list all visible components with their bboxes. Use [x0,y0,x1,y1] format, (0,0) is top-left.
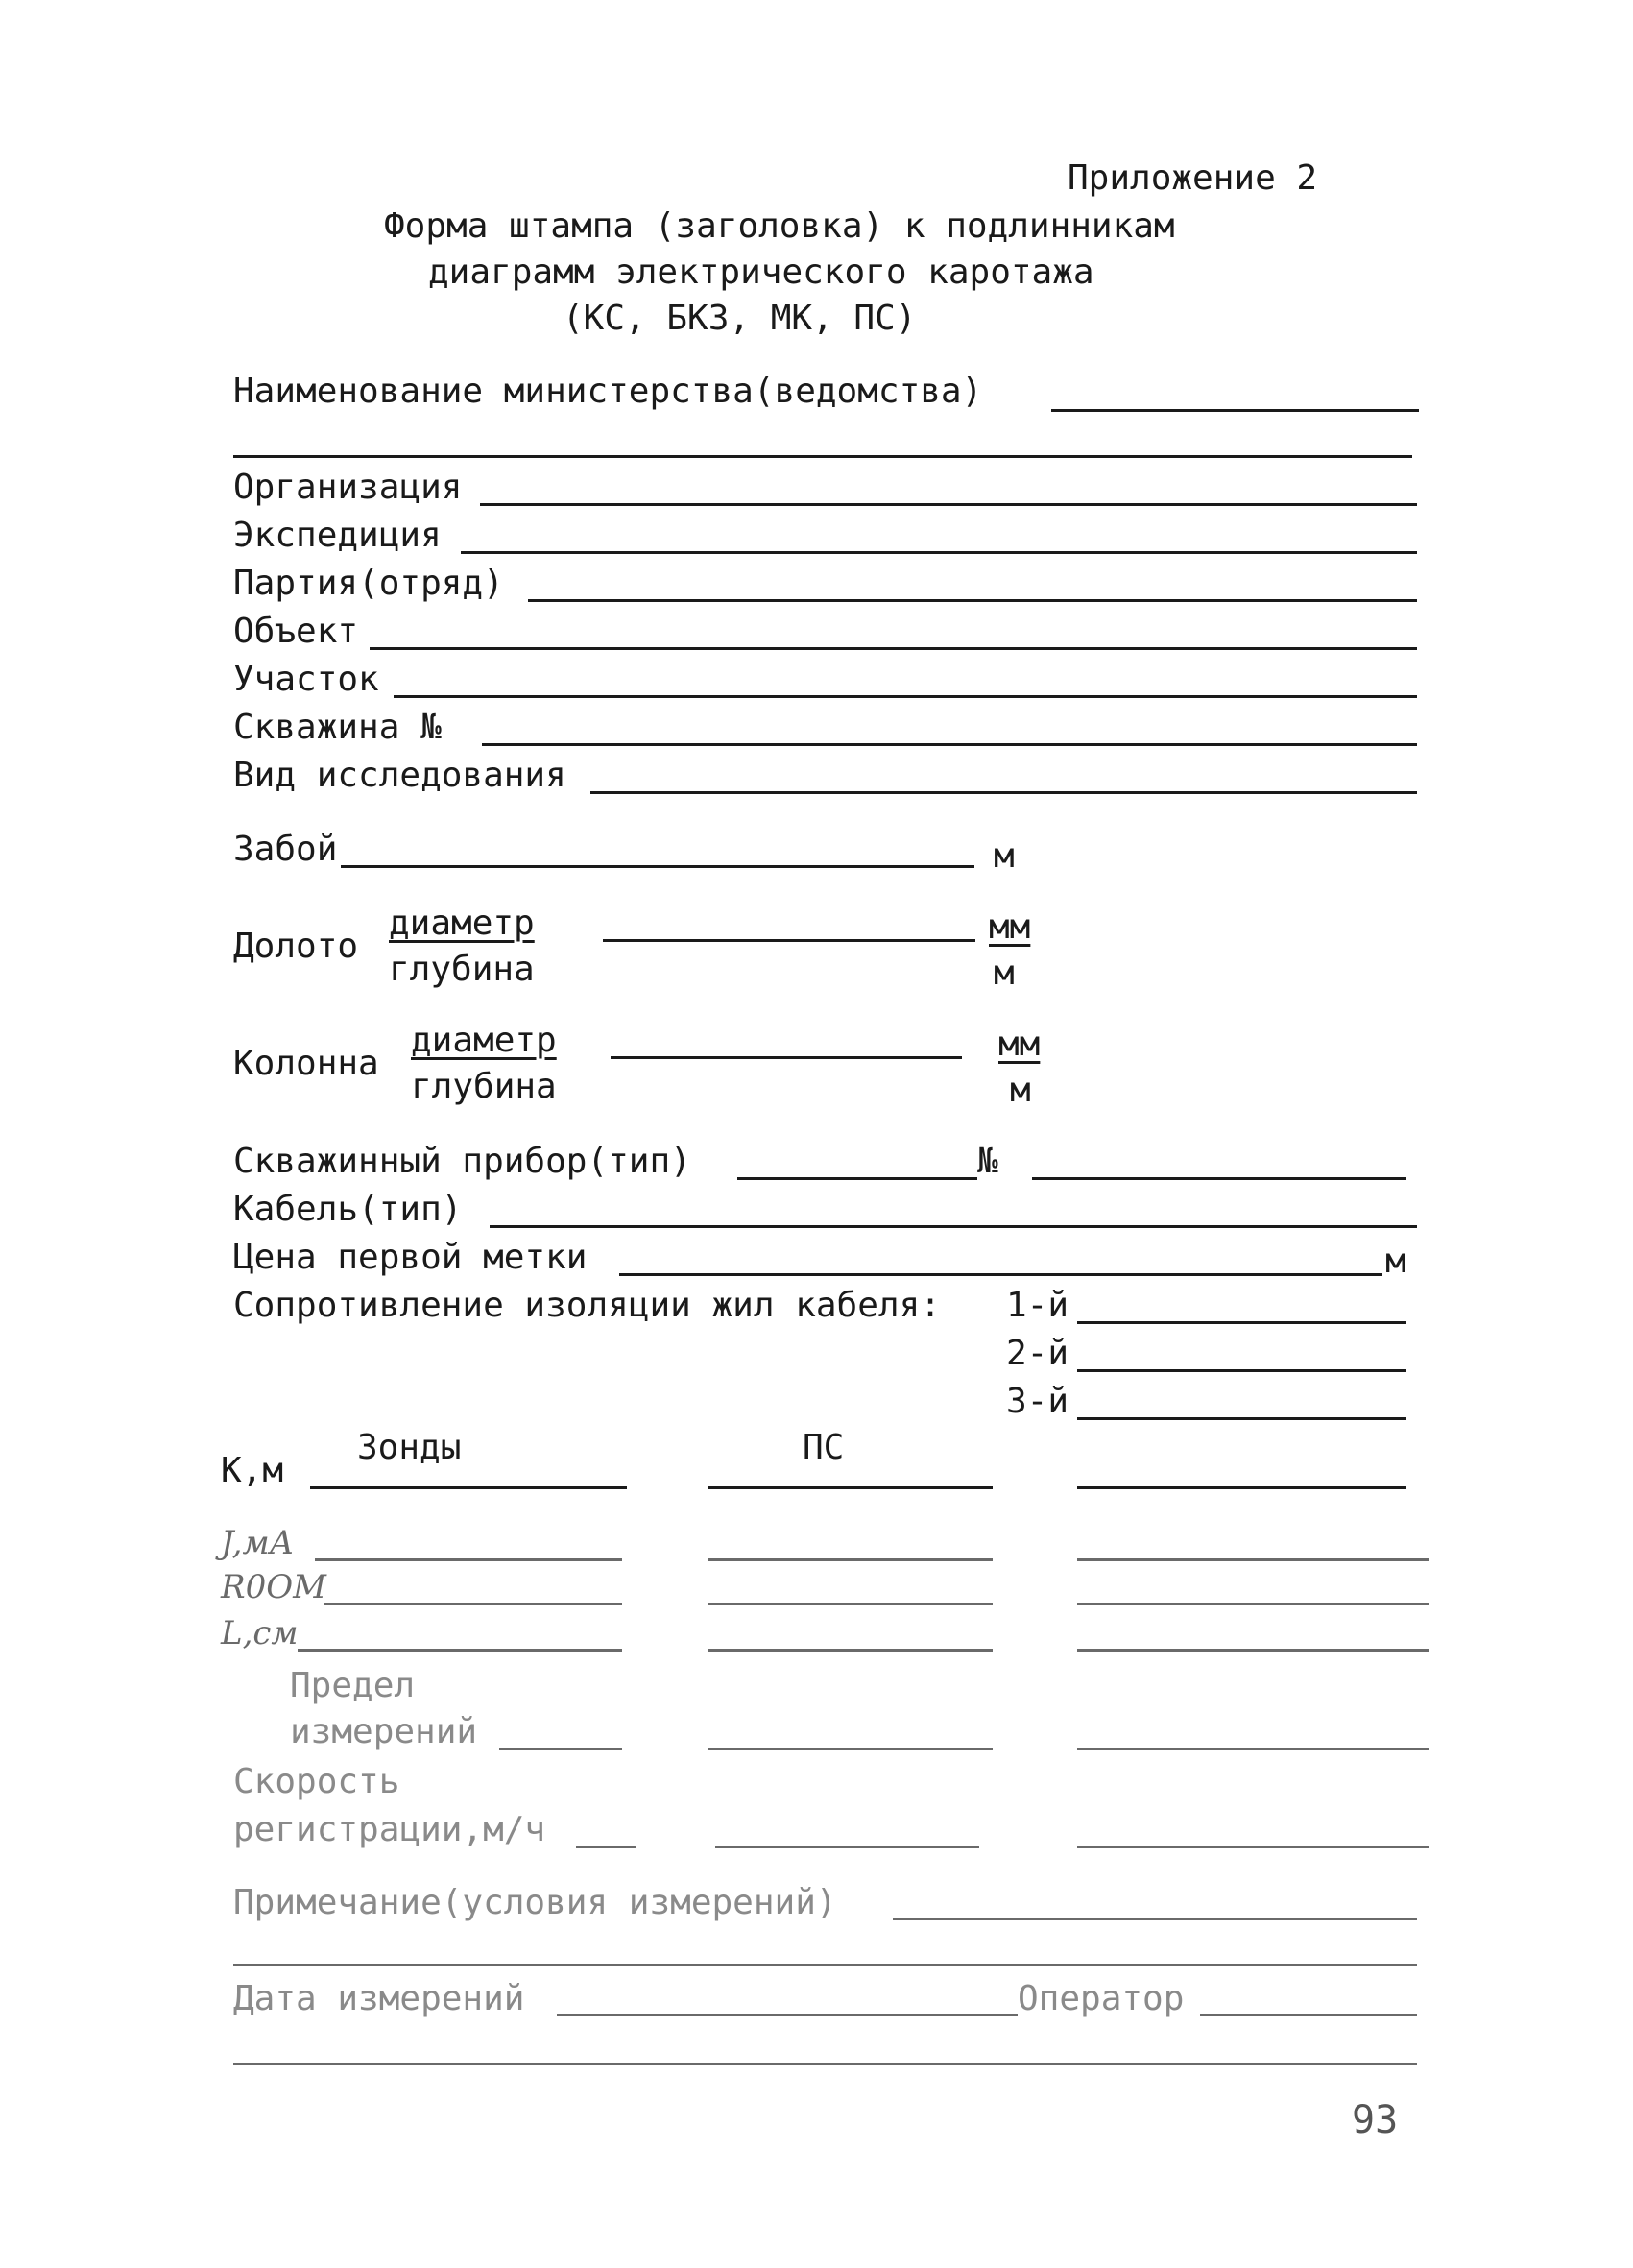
k-extra-line[interactable] [1077,1486,1406,1489]
ministry-line-2[interactable] [233,455,1412,458]
k-probes-line[interactable] [310,1486,627,1489]
casing-m-unit: м [1010,1071,1031,1110]
core2-line[interactable] [1077,1369,1406,1372]
tool-number-label: № [977,1142,998,1181]
appendix-label: Приложение 2 [1068,158,1318,198]
bottom-line[interactable] [341,865,974,868]
limit-probes-line[interactable] [499,1748,622,1750]
object-label: Объект [233,612,359,651]
casing-mm-unit: мм [998,1025,1041,1064]
limit-extra-line[interactable] [1077,1748,1429,1750]
note-label: Примечание(условия измерений) [233,1883,837,1922]
tool-label: Скважинный прибор(тип) [233,1142,691,1181]
current-row-label: J,мА [221,1524,295,1562]
site-line[interactable] [394,695,1417,698]
well-label: Скважина № [233,708,442,747]
date-line[interactable] [557,2014,1018,2016]
casing-value-line[interactable] [611,1056,962,1059]
title-line-3: (КС, БКЗ, МК, ПС) [563,299,917,338]
object-line[interactable] [370,647,1417,650]
current-extra-line[interactable] [1077,1558,1429,1561]
current-probes-line[interactable] [315,1558,622,1561]
note-line-2[interactable] [233,1964,1417,1966]
ministry-line[interactable] [1051,409,1419,412]
speed-extra-line[interactable] [1077,1846,1429,1848]
ministry-label: Наименование министерства(ведомства) [233,372,983,411]
r0-ps-line[interactable] [708,1603,993,1605]
title-line-1: Форма штампа (заголовка) к подлинникам [384,206,1175,246]
core3-label: 3-й [1006,1382,1069,1421]
speed-label-2: регистрации,м/ч [233,1810,546,1849]
expedition-line[interactable] [461,551,1417,554]
limit-label-2: измерений [290,1712,478,1751]
bit-mm-unit: мм [989,907,1031,947]
tool-number-line[interactable] [1032,1177,1406,1180]
bit-diameter-label: диаметр [389,904,535,943]
bit-m-unit: м [994,953,1015,993]
insulation-label: Сопротивление изоляции жил кабеля: [233,1286,941,1325]
limit-ps-line[interactable] [708,1748,993,1750]
bottom-label: Забой [233,830,338,869]
organization-line[interactable] [480,503,1417,506]
page-number: 93 [1352,2098,1399,2142]
current-ps-line[interactable] [708,1558,993,1561]
k-ps-line[interactable] [708,1486,993,1489]
study-type-line[interactable] [590,791,1417,794]
l-ps-line[interactable] [708,1649,993,1652]
speed-ps-line[interactable] [715,1846,979,1848]
operator-line[interactable] [1200,2014,1417,2016]
l-probes-line[interactable] [298,1649,622,1652]
core3-line[interactable] [1077,1417,1406,1420]
r0-probes-line[interactable] [324,1603,622,1605]
casing-depth-label: глубина [411,1067,557,1106]
r0-row-label: R0ОМ [221,1568,326,1606]
k-row-label: К,м [221,1451,284,1490]
date-label: Дата измерений [233,1979,525,2018]
study-type-label: Вид исследования [233,756,566,795]
limit-label-1: Предел [290,1666,416,1705]
core1-line[interactable] [1077,1321,1406,1324]
casing-diameter-label: диаметр [411,1021,557,1060]
bit-label: Долото [233,927,359,966]
operator-label: Оператор [1018,1979,1185,2018]
core1-label: 1-й [1006,1286,1069,1325]
expedition-label: Экспедиция [233,516,442,555]
bottom-unit: м [994,836,1015,876]
cable-line[interactable] [490,1225,1417,1228]
core2-label: 2-й [1006,1334,1069,1373]
first-mark-line[interactable] [619,1273,1382,1276]
ps-header: ПС [803,1428,845,1467]
cable-label: Кабель(тип) [233,1190,463,1229]
bit-depth-label: глубина [389,950,535,989]
r0-extra-line[interactable] [1077,1603,1429,1605]
speed-label-1: Скорость [233,1762,400,1801]
party-label: Партия(отряд) [233,564,504,603]
organization-label: Организация [233,468,463,507]
well-line[interactable] [482,743,1417,746]
probes-header: Зонды [357,1428,462,1467]
first-mark-label: Цена первой метки [233,1238,588,1277]
casing-label: Колонна [233,1044,379,1083]
l-row-label: L,см [221,1614,299,1653]
title-line-2: диаграмм электрического каротажа [428,253,1094,292]
tool-type-line[interactable] [737,1177,977,1180]
note-line[interactable] [893,1918,1417,1920]
footer-line[interactable] [233,2063,1417,2065]
speed-probes-line[interactable] [576,1846,636,1848]
party-line[interactable] [528,599,1417,602]
first-mark-unit: м [1385,1242,1406,1281]
l-extra-line[interactable] [1077,1649,1429,1652]
site-label: Участок [233,660,379,699]
bit-value-line[interactable] [603,939,975,942]
